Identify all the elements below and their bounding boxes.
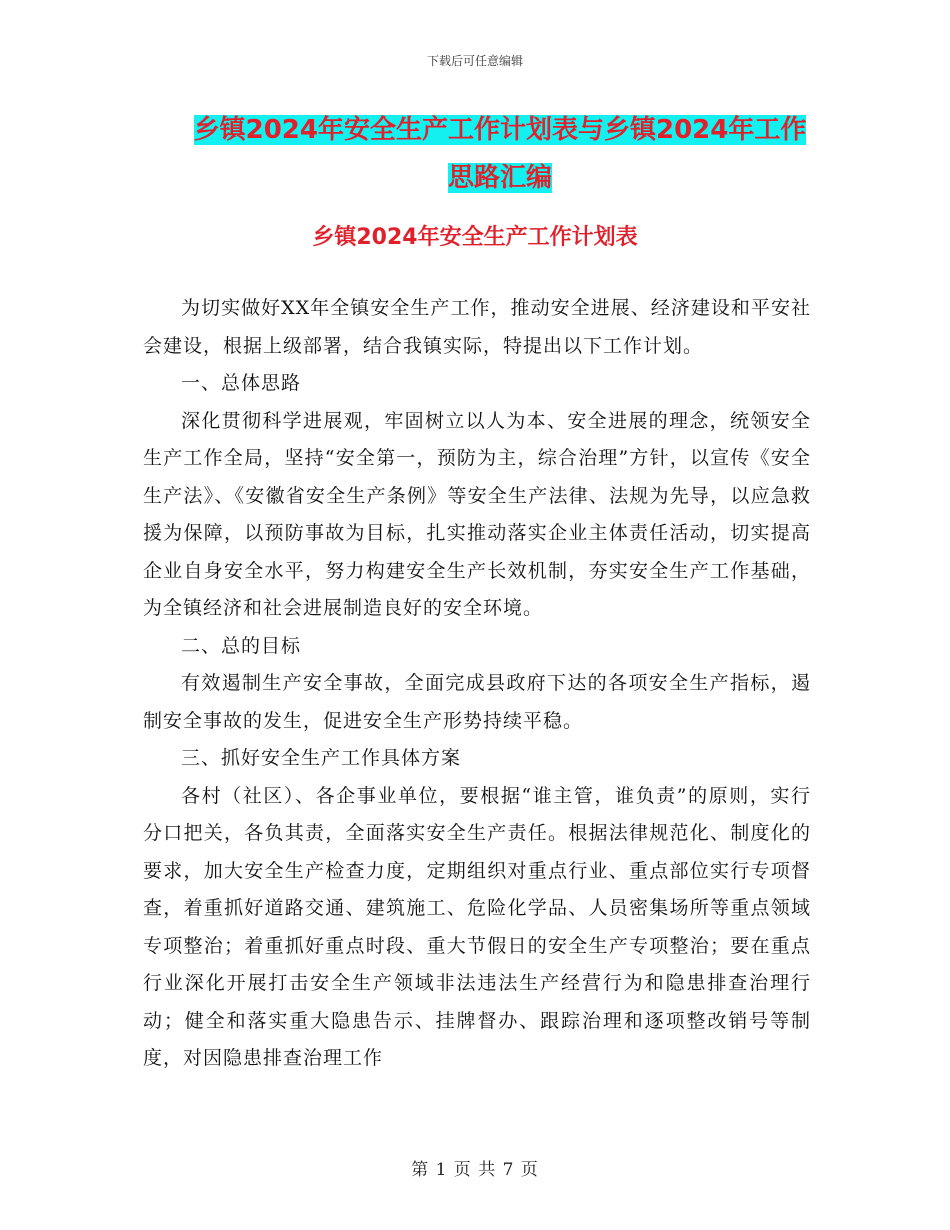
- heading-general-goal: 二、总的目标: [181, 634, 302, 657]
- header-note: 下载后可任意编辑: [426, 54, 523, 68]
- title-line-1: 乡镇2024年安全生产工作计划表与乡镇2024年工作: [193, 115, 807, 145]
- heading-specific-plan: 三、抓好安全生产工作具体方案: [181, 747, 462, 769]
- page-number: 第 1 页 共 7 页: [411, 1160, 539, 1180]
- document-title: [140, 106, 860, 202]
- document-body: [143, 290, 811, 1078]
- title-line-2: 思路汇编: [447, 163, 552, 193]
- intro-paragraph: 为切实做好XX年全镇安全生产工作，推动安全进展、经济建设和平安社会建设，根据上级部署，结合我镇实际，特提出以下工作计划。: [143, 297, 811, 357]
- general-goal-paragraph: 有效遏制生产安全事故，全面完成县政府下达的各项安全生产指标，遏制安全事故的发生，促进安全生产形势持续平稳。: [143, 672, 811, 732]
- heading-overall-idea: 一、总体思路: [181, 372, 302, 394]
- specific-plan-paragraph: 各村（社区）、各企事业单位，要根据“谁主管，谁负责”的原则，实行分口把关，各负其责，全面落实安全生产责任。根据法律规范化、制度化的要求，加大安全生产检查力度，定期组织对重点行业、重点部位实行专项督查，着重抓好道路交通、建筑施工、危险化学品、人员密集场所等重点领域专项整治；着重抓好重点时段、重大节假日的安全生产专项整治；要在重点行业深化开展打击安全生产领域非法违法生产经营行为和隐患排查治理行动；健全和落实重大隐患告示、挂牌督办、跟踪治理和逐项整改销号等制度，对因隐患排查治理工作: [143, 784, 811, 1069]
- overall-idea-paragraph: 深化贯彻科学进展观，牢固树立以人为本、安全进展的理念，统领安全生产工作全局，坚持“安全第一，预防为主，综合治理”方针，以宣传《安全生产法》、《安徽省安全生产条例》等安全生产法律、法规为先导，以应急救援为保障，以预防事故为目标，扎实推动落实企业主体责任活动，切实提高企业自身安全水平，努力构建安全生产长效机制，夯实安全生产工作基础，为全镇经济和社会进展制造良好的安全环境。: [143, 409, 811, 619]
- section-title: 乡镇2024年安全生产工作计划表: [312, 225, 638, 250]
